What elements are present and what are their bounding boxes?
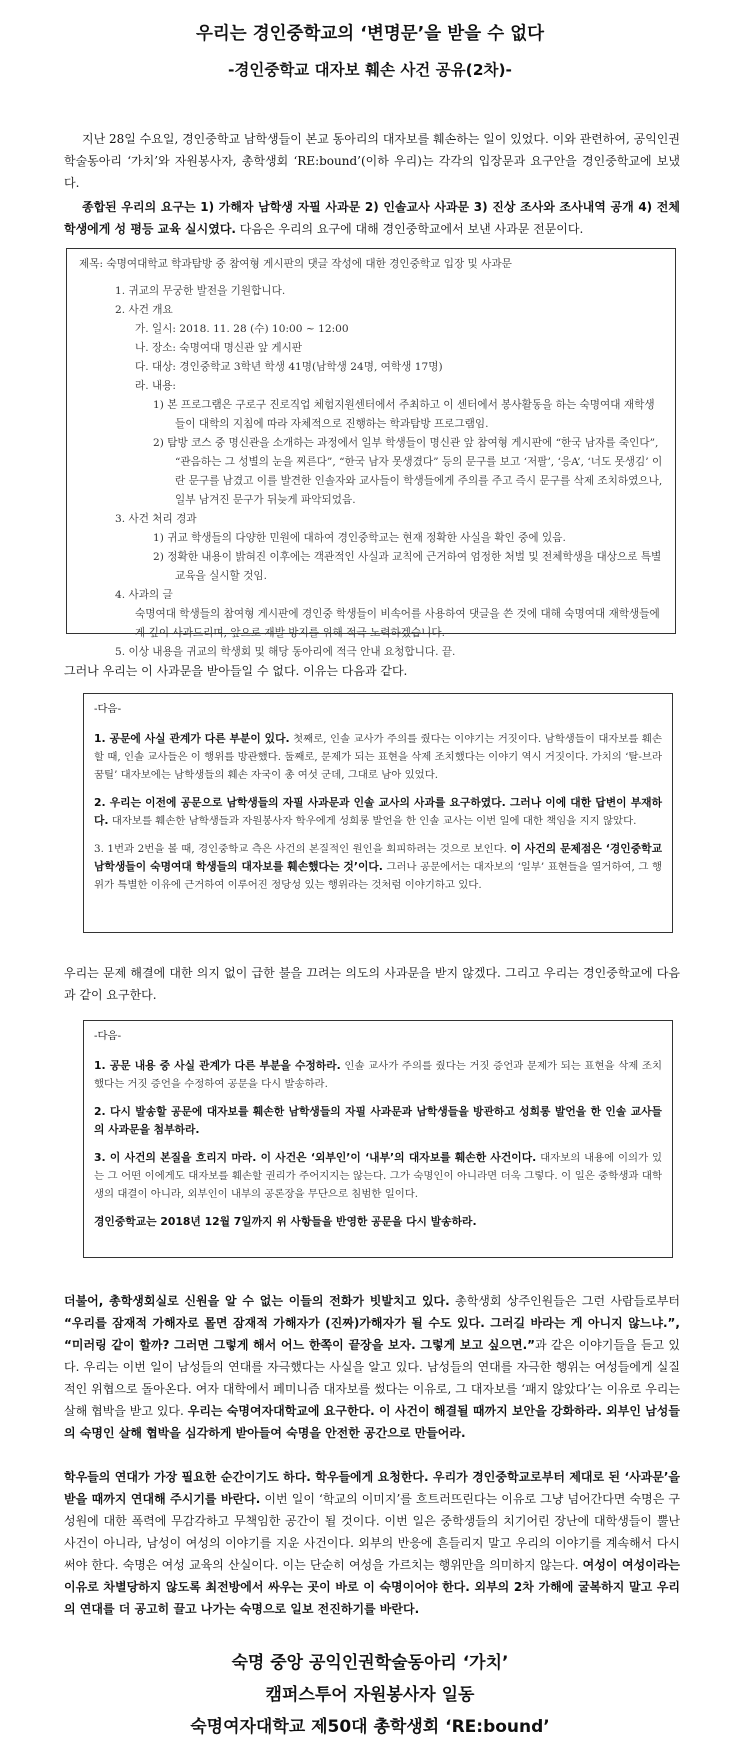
apology-item-content: 라. 내용: [135,380,177,392]
reason-3-pre: 3. 1번과 2번을 볼 때, 경인중학교 측은 사건의 본질적인 원인을 회피하려는 것으로 보인다. [94,843,511,855]
demand-2-bold: 2. 다시 발송할 공문에 대자보를 훼손한 남학생들의 자필 사과문과 남학생들을 방관하고 성희롱 발언을 한 인솔 교사들의 사과문을 첨부하라. [94,1105,662,1136]
further-paragraph-2 [64,1466,680,1620]
apology-section-5: 5. 이상 내용을 귀교의 학생회 및 해당 동아리에 적극 안내 요청합니다. 끝. [115,646,456,658]
demand-1-bold: 1. 공문 내용 중 사실 관계가 다른 부분을 수정하라. [94,1059,341,1072]
apology-heading: 제목: 숙명여대학교 학과탐방 중 참여형 게시판의 댓글 작성에 대한 경인중학교 입장 및 사과문 [79,258,512,270]
page-title: 우리는 경인중학교의 ‘변명문’을 받을 수 없다 [195,24,545,44]
further-2-text-a: 이번 일이 ‘학교의 이미지’를 흐트러뜨린다는 이유로 그냥 넘어간다면 숙명은 구성원에 대한 폭력에 무감각하고 무책임한 공간이 될 것이다. 이번 일은 중학생들의 치기어린 장난에 대학생들이 뿔난 사건이 아니라, 남성이 여성의 이야기를 지운 사건이다. 외부의 반응에 흔들리지 말고 우리의 이야기를 계속해서 다시 써야 한다. 숙명은 여성 교육의 산실이다. 이는 단순히 여성을 가르치는 행위만을 의미하지 않는다. [64,1492,680,1572]
page-subtitle: -경인중학교 대자보 훼손 사건 공유(2차)- [227,61,512,79]
apology-letter-box [66,248,676,658]
reason-2-text: 대자보를 훼손한 남학생들과 자원봉사자 학우에게 성희롱 발언을 한 인솔 교사는 이번 일에 대한 책임을 지지 않았다. [108,815,637,827]
further-1-bold-c: 우리는 숙명여자대학교에 요구한다. 이 사건이 해결될 때까지 보안을 강화하라. 외부인 남성들의 숙명인 살해 협박을 심각하게 받아들여 숙명을 안전한 공간으로 만들어라. [64,1404,680,1440]
signature-student-council: 숙명여자대학교 제50대 총학생회 ‘RE:bound’ [190,1717,550,1737]
apology-item-date: 가. 일시: 2018. 11. 28 (수) 10:00 ~ 12:00 [135,323,349,335]
demand-line: 우리는 문제 해결에 대한 의지 없이 급한 불을 끄려는 의도의 사과문을 받지 않겠다. 그리고 우리는 경인중학교에 다음과 같이 요구한다. [64,966,680,1002]
intro-paragraph: 지난 28일 수요일, 경인중학교 남학생들이 본교 동아리의 대자보를 훼손하는 일이 있었다. 이와 관련하여, 공익인권학술동아리 ‘가치’와 자원봉사자, 총학생회 ‘RE:bound’(이하 우리)는 각각의 입장문과 요구안을 경인중학교에 보냈다. [64,132,680,190]
signature-club: 숙명 중앙 공익인권학술동아리 ‘가치’ [231,1653,509,1673]
reason-3-bold: 이 사건의 문제점은 ‘경인중학교 남학생들이 숙명여대 학생들의 대자보를 훼손했다는 것’이다. [94,842,662,873]
demands-box [83,1020,673,1258]
reason-2 [94,794,662,830]
demand-summary-bold: 종합된 우리의 요구는 1) 가해자 남학생 자필 사과문 2) 인솔교사 사과문 3) 진상 조사와 조사내역 공개 4) 전체 학생에게 성 평등 교육 실시였다. [64,200,680,236]
reason-3 [94,840,662,894]
reason-2-bold: 2. 우리는 이전에 공문으로 남학생들의 자필 사과문과 인솔 교사의 사과를 요구하였다. 그러나 이에 대한 답변이 부재하다. [94,796,662,827]
apology-process-2: 2) 정확한 내용이 밝혀진 이후에는 객관적인 사실과 교칙에 근거하여 엄정한 처벌 및 전체학생을 대상으로 특별 교육을 실시할 것임. [153,551,662,582]
apology-section-4: 4. 사과의 글 [115,589,173,601]
apology-item-place: 나. 장소: 숙명여대 명신관 앞 게시판 [135,342,303,354]
demand-2 [94,1103,662,1139]
demand-summary-text: 다음은 우리의 요구에 대해 경인중학교에서 보낸 사과문 전문이다. [235,222,584,236]
demand-3-text: 대자보의 내용에 이의가 있는 그 어떤 이에게도 대자보를 훼손할 권리가 주어지지는 않는다. 그가 숙명인이 아니라면 더욱 그렇다. 이 일은 중학생과 대학생의 대결이 아니라, 외부인이 내부의 공론장을 무단으로 침범한 일이다. [94,1152,662,1200]
demand-3-bold: 3. 이 사건의 본질을 흐리지 마라. 이 사건은 ‘외부인’이 ‘내부’의 대자보를 훼손한 사건이다. [94,1151,537,1164]
demand-3 [94,1149,662,1203]
apology-section-1: 1. 귀교의 무궁한 발전을 기원합니다. [115,285,286,297]
demand-deadline-bold: 경인중학교는 2018년 12월 7일까지 위 사항들을 반영한 공문을 다시 발송하라. [94,1215,477,1228]
demand-1-text: 인솔 교사가 주의를 줬다는 거짓 증언과 문제가 되는 표현을 삭제 조치했다는 거짓 증언을 수정하여 공문을 다시 발송하라. [94,1060,663,1090]
demand-deadline [94,1213,662,1231]
demand-summary-paragraph [64,196,680,240]
apology-process-1: 1) 귀교 학생들의 다양한 민원에 대하여 경인중학교는 현재 정확한 사실을 확인 중에 있음. [153,532,566,544]
further-1-bold-a: 더불어, 총학생회실로 신원을 알 수 없는 이들의 전화가 빗발치고 있다. [64,1294,450,1308]
apology-content-1: 1) 본 프로그램은 구로구 진로직업 체험지원센터에서 주최하고 이 센터에서 봉사활동을 하는 숙명여대 재학생들이 대학의 지침에 따라 자체적으로 진행하는 학과탐방 프로그램임. [153,399,655,430]
reason-1-bold: 1. 공문에 사실 관계가 다른 부분이 있다. [94,732,290,745]
reasons-head: -다음- [94,703,122,715]
reject-line: 그러나 우리는 이 사과문을 받아들일 수 없다. 이유는 다음과 같다. [64,664,408,678]
demand-1 [94,1057,662,1093]
apology-section-2: 2. 사건 개요 [115,304,173,316]
apology-item-target: 다. 대상: 경인중학교 3학년 학생 41명(남학생 24명, 여학생 17명) [135,361,443,373]
apology-section-4-body: 숙명여대 학생들의 참여형 게시판에 경인중 학생들이 비속어를 사용하여 댓글을 쓴 것에 대해 숙명여대 재학생들에게 깊이 사과드리며, 앞으로 재발 방지를 위해 적극 노력하겠습니다. [135,608,660,639]
further-paragraph-1 [64,1290,680,1444]
further-1-bold-b: “우리를 잠재적 가해자로 몰면 잠재적 가해자가 (진짜)가해자가 될 수도 있다. 그러길 바라는 게 아니지 않느냐.”, “미러링 같이 할까? 그러면 그렇게 해서 어느 한쪽이 끝장을 보자. 그렇게 보고 싶으면.” [64,1316,680,1352]
reason-1-text: 첫째로, 인솔 교사가 주의를 줬다는 이야기는 거짓이다. 남학생들이 대자보를 훼손할 때, 인솔 교사들은 이 행위를 방관했다. 둘째로, 문제가 되는 표현을 삭제 조치했다는 이야기 역시 거짓이다. 가치의 ‘탈-브라 꿈틸’ 대자보에는 남학생들의 훼손 자국이 총 여섯 군데, 그대로 남아 있었다. [94,733,662,781]
further-2-bold-b: 여성이 여성이라는 이유로 차별당하지 않도록 최전방에서 싸우는 곳이 바로 이 숙명이어야 한다. 외부의 2차 가해에 굴복하지 말고 우리의 연대를 더 공고히 끌고 나가는 숙명으로 일보 전진하기를 바란다. [64,1558,680,1616]
reason-1 [94,730,662,784]
apology-section-3: 3. 사건 처리 경과 [115,513,197,525]
reason-3-text: 그러나 공문에서는 대자보의 ‘일부’ 표현들을 열거하여, 그 행위가 특별한 이유에 근거하여 이루어진 정당성 있는 행위라는 것처럼 이야기하고 있다. [94,861,662,891]
signature-volunteers: 캠퍼스투어 자원봉사자 일동 [265,1685,475,1705]
further-1-text-a: 총학생회 상주인원들은 그런 사람들로부터 [449,1294,680,1308]
demands-head: -다음- [94,1030,122,1042]
apology-content-2: 2) 탐방 코스 중 명신관을 소개하는 과정에서 일부 학생들이 명신관 앞 참여형 게시판에 “한국 남자를 죽인다”, “관음하는 그 성별의 눈을 찌른다”, “한국 남자 못생겼다” 등의 문구를 보고 ‘저팔’, ‘응A’, ‘너도 못생김’ 이란 문구를 남겼고 이를 발견한 인솔자와 교사들이 학생들에게 주의를 주고 즉시 문구를 삭제 조치하였으나, 일부 남겨진 문구가 뒤늦게 파악되었음. [153,437,663,506]
further-1-text-b: 과 같은 이야기들을 듣고 있다. 우리는 이번 일이 남성들의 연대를 자극했다는 사실을 알고 있다. 남성들의 연대를 자극한 행위는 여성들에게 실질적인 위협으로 돌아온다. 여자 대학에서 페미니즘 대자보를 썼다는 이유로, 그 대자보를 ‘패지 않았다’는 이유로 우리는 살해 협박을 받고 있다. [64,1338,680,1418]
further-2-bold-a: 학우들의 연대가 가장 필요한 순간이기도 하다. 학우들에게 요청한다. 우리가 경인중학교로부터 제대로 된 ‘사과문’을 받을 때까지 연대해 주시기를 바란다. [64,1470,680,1506]
reasons-box [83,693,673,933]
